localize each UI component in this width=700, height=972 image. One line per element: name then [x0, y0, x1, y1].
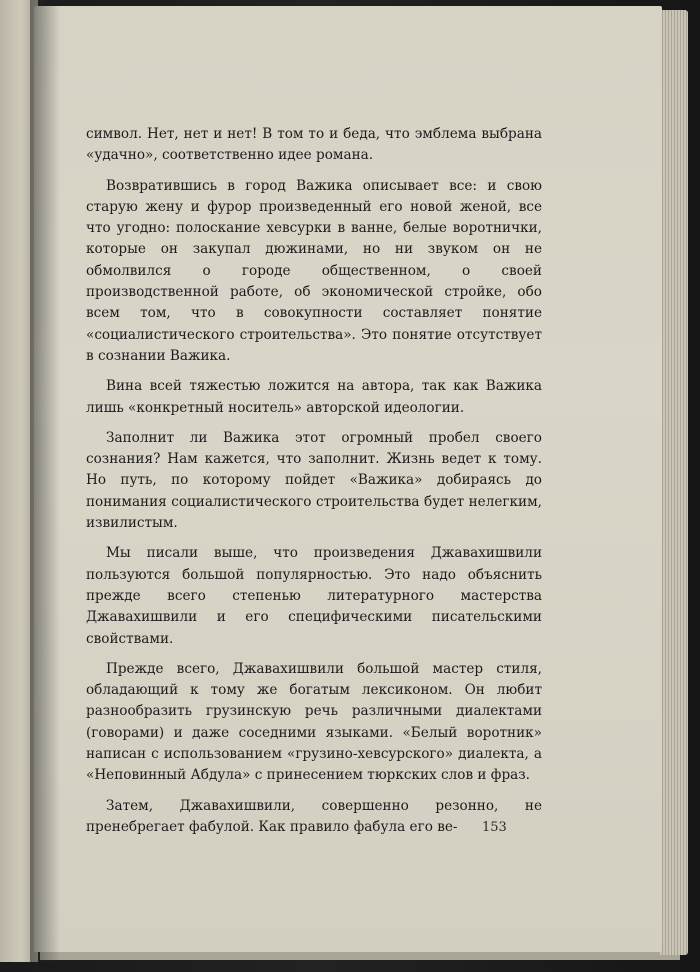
paragraph: Затем, Джавахишвили, совершенно резонно, не пренебрегает фабулой. Как правило фабула его ве-: [86, 797, 542, 835]
paragraph: Вина всей тяжестью ложится на автора, так как Важика лишь «конкретный носитель» авторской идеологии.: [86, 378, 542, 416]
paragraph: Мы писали выше, что произведения Джавахишвили пользуются большой популярностью. Это надо объяснить прежде всего степенью литературного мастерства Джавахишвили и его специфическими писательскими свойствами.: [86, 545, 542, 647]
paragraph: Заполнит ли Важика этот огромный пробел своего сознания? Нам кажется, что заполнит. Жизнь ведет к тому. Но путь, по которому пойдет «Важика» добираясь до понимания социалистического строительства будет нелегким, извилистым.: [86, 429, 542, 532]
gutter-shadow: [30, 0, 60, 962]
page-stack-edge: [660, 10, 688, 955]
paragraph: Прежде всего, Джавахишвили большой мастер стиля, обладающий к тому же богатым лексиконом. Он любит разнообразить грузинскую речь различными диалектами (говорами) и даже соседними языками. «Белый воротник» написан с использованием «грузино-хевсурского» диалекта, а «Неповинный Абдула» с принесением тюркских слов и фраз.: [86, 660, 542, 784]
paragraph: символ. Нет, нет и нет! В том то и беда, что эмблема выбрана «удачно», соответственно идее романа.: [86, 126, 542, 164]
facing-page-fragment: [2, 136, 16, 144]
page-body-text: [86, 124, 542, 847]
page-number: 153: [482, 820, 507, 835]
paragraph: Возвратившись в город Важика описывает все: и свою старую жену и фурор произведенный его новой женой, все что угодно: полоскание хевсурки в ванне, белые воротнички, которые он закупал дюжинами, но ни звуком он не обмолвился о городе общественном, о своей производственной работе, об экономической стройке, обо всем том, что в совокупности составляет понятие «социалистического строительства». Это понятие отсутствует в сознании Важика.: [86, 177, 542, 364]
